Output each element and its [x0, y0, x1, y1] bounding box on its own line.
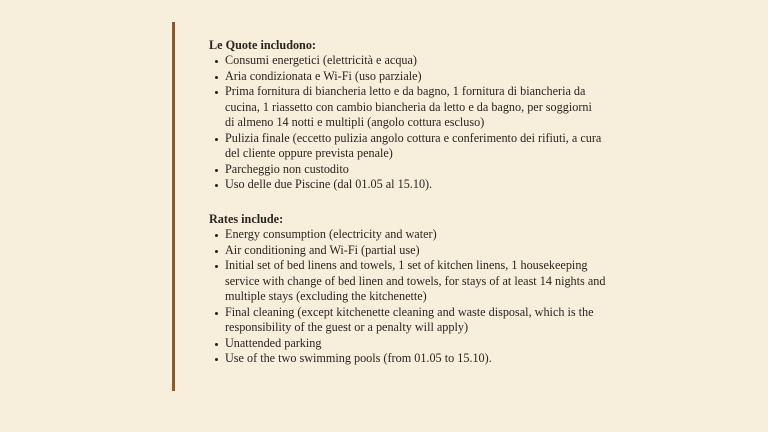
accent-divider-bar: [172, 22, 175, 391]
list-item-text: Energy consumption (electricity and water): [225, 227, 437, 242]
list-item: [209, 84, 601, 130]
list-item: [209, 305, 605, 336]
list-item-text: Final cleaning (except kitchenette cleaning and waste disposal, which is the: [225, 304, 594, 319]
list-item-text: Initial set of bed linens and towels, 1 set of kitchen linens, 1 housekeeping: [225, 258, 588, 273]
list-item: [209, 258, 605, 304]
list-item: [209, 227, 605, 242]
list-item: [209, 131, 601, 162]
list-item: [209, 162, 601, 177]
list-item: [209, 69, 601, 84]
list-item: [209, 336, 605, 351]
list-item: [209, 351, 605, 366]
list-item-text: Use of the two swimming pools (from 01.05 to 15.10).: [225, 351, 492, 366]
list-item-text: Aria condizionata e Wi-Fi (uso parziale): [225, 68, 422, 83]
list-item: [209, 53, 601, 68]
english-rates-section: [209, 212, 605, 367]
list-item-text: Air conditioning and Wi-Fi (partial use): [225, 242, 420, 257]
list-item-text: Parcheggio non custodito: [225, 161, 349, 176]
list-item-text: del cliente oppure prevista penale): [225, 146, 393, 161]
list-item: [209, 177, 601, 192]
list-item-text: Prima fornitura di biancheria letto e da bagno, 1 fornitura di biancheria da: [225, 84, 586, 99]
list-item-text: di almeno 14 notti e multipli (angolo cottura escluso): [225, 115, 485, 130]
list-item-text: Pulizia finale (eccetto pulizia angolo cottura e conferimento dei rifiuti, a cura: [225, 130, 602, 145]
english-heading: Rates include:: [209, 212, 284, 226]
italian-rates-section: [209, 38, 601, 193]
list-item: [209, 243, 605, 258]
italian-heading: Le Quote includono:: [209, 38, 316, 52]
list-item-text: cucina, 1 riassetto con cambio biancheria da letto e da bagno, per soggiorni: [225, 99, 592, 114]
list-item-text: Consumi energetici (elettricità e acqua): [225, 53, 417, 68]
italian-list: [209, 53, 601, 192]
list-item-text: Unattended parking: [225, 335, 322, 350]
list-item-text: service with change of bed linen and towels, for stays of at least 14 nights and: [225, 273, 606, 288]
list-item-text: multiple stays (excluding the kitchenette): [225, 289, 427, 304]
english-list: [209, 227, 605, 366]
list-item-text: Uso delle due Piscine (dal 01.05 al 15.10).: [225, 177, 433, 192]
list-item-text: responsibility of the guest or a penalty will apply): [225, 320, 469, 335]
